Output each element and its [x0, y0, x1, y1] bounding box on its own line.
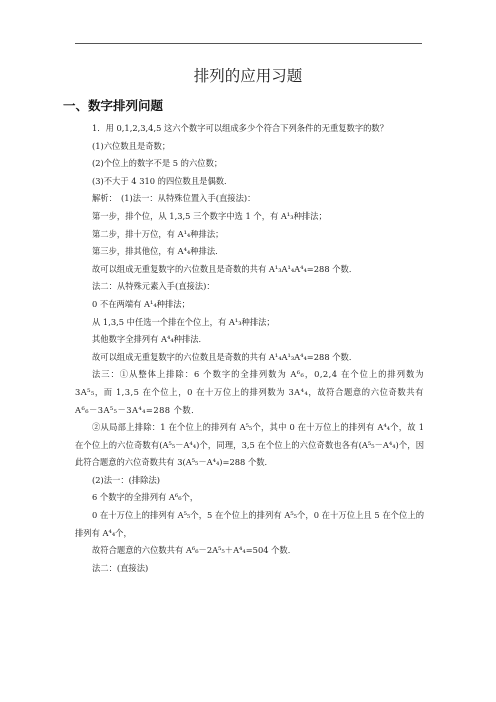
page-title: 排列的应用习题: [193, 67, 303, 85]
method-3-paragraph: 法三：①从整体上排除：6 个数字的全排列数为 A⁶₆，0,2,4 在个位上的排列数为 3A⁵₅，而 1,3,5 在个位上，0 在十万位上的排列数为 3A⁴₄，故符合题意的六位奇数共有 A⁶₆－3A⁵₅－3A⁴₄=288 个数．: [75, 369, 424, 415]
method-2-result: 故可以组成无重复数字的六位数且是奇数的共有 A¹₄A¹₃A⁴₄=288 个数．: [92, 351, 358, 362]
method-2-step-3: 其他数字全排列有 A⁴₄种排法．: [92, 334, 207, 345]
condition-3: (3)不大于 4 310 的四位数且是偶数．: [92, 175, 233, 186]
condition-2: (2)个位上的数字不是 5 的六位数；: [92, 158, 223, 169]
solution-step-1: 第一步，排个位，从 1,3,5 三个数字中选 1 个，有 A¹₃种排法；: [92, 210, 327, 221]
section-heading: 一、数字排列问题: [63, 98, 164, 113]
method-2-step-2: 从 1,3,5 中任选一个排在个位上，有 A¹₃种排法；: [92, 316, 275, 327]
part-2-heading: (2)法一：(排除法): [92, 474, 161, 485]
method-3-part-2-paragraph: ②从局部上排除：1 在个位上的排列有 A⁵₅个，其中 0 在十万位上的排列有 A⁴₄个，故 1 在个位上的六位奇数有(A⁵₅－A⁴₄)个，同理，3,5 在个位上的六位奇数也各有(A⁵₅－A⁴₄)个，因此符合题意的六位奇数共有 3(A⁵₅－A⁴₄)=288 个数．: [75, 422, 424, 468]
solution-heading: 解析： (1)法一：从特殊位置入手(直接法)：: [92, 193, 256, 204]
part-2-step-1: 6 个数字的全排列有 A⁶₆个，: [92, 492, 199, 503]
document-body: [75, 120, 424, 577]
part-2-method-2-heading: 法二：(直接法): [92, 562, 149, 573]
method-2-step-1: 0 不在两端有 A¹₄种排法；: [92, 298, 190, 309]
solution-result-1: 故可以组成无重复数字的六位数且是奇数的共有 A¹₃A¹₄A⁴₄=288 个数．: [92, 263, 358, 274]
header-rule: [75, 43, 422, 44]
solution-step-2: 第二步，排十万位，有 A¹₄种排法；: [92, 228, 224, 239]
part-2-result: 故符合题意的六位数共有 A⁶₆－2A⁵₅＋A⁴₄=504 个数．: [92, 545, 297, 556]
part-2-step-2: 0 在十万位上的排列有 A⁵₅个，5 在个位上的排列有 A⁵₅个，0 在十万位上且 5 在个位上的排列有 A⁴₄个，: [75, 510, 424, 538]
problem-statement: 1．用 0,1,2,3,4,5 这六个数字可以组成多少个符合下列条件的无重复数字的数？: [92, 123, 389, 133]
method-2-heading: 法二：从特殊元素入手(直接法)：: [92, 281, 215, 292]
condition-1: (1)六位数且是奇数；: [92, 140, 171, 151]
solution-step-3: 第三步，排其他位，有 A⁴₄种排法．: [92, 246, 224, 257]
